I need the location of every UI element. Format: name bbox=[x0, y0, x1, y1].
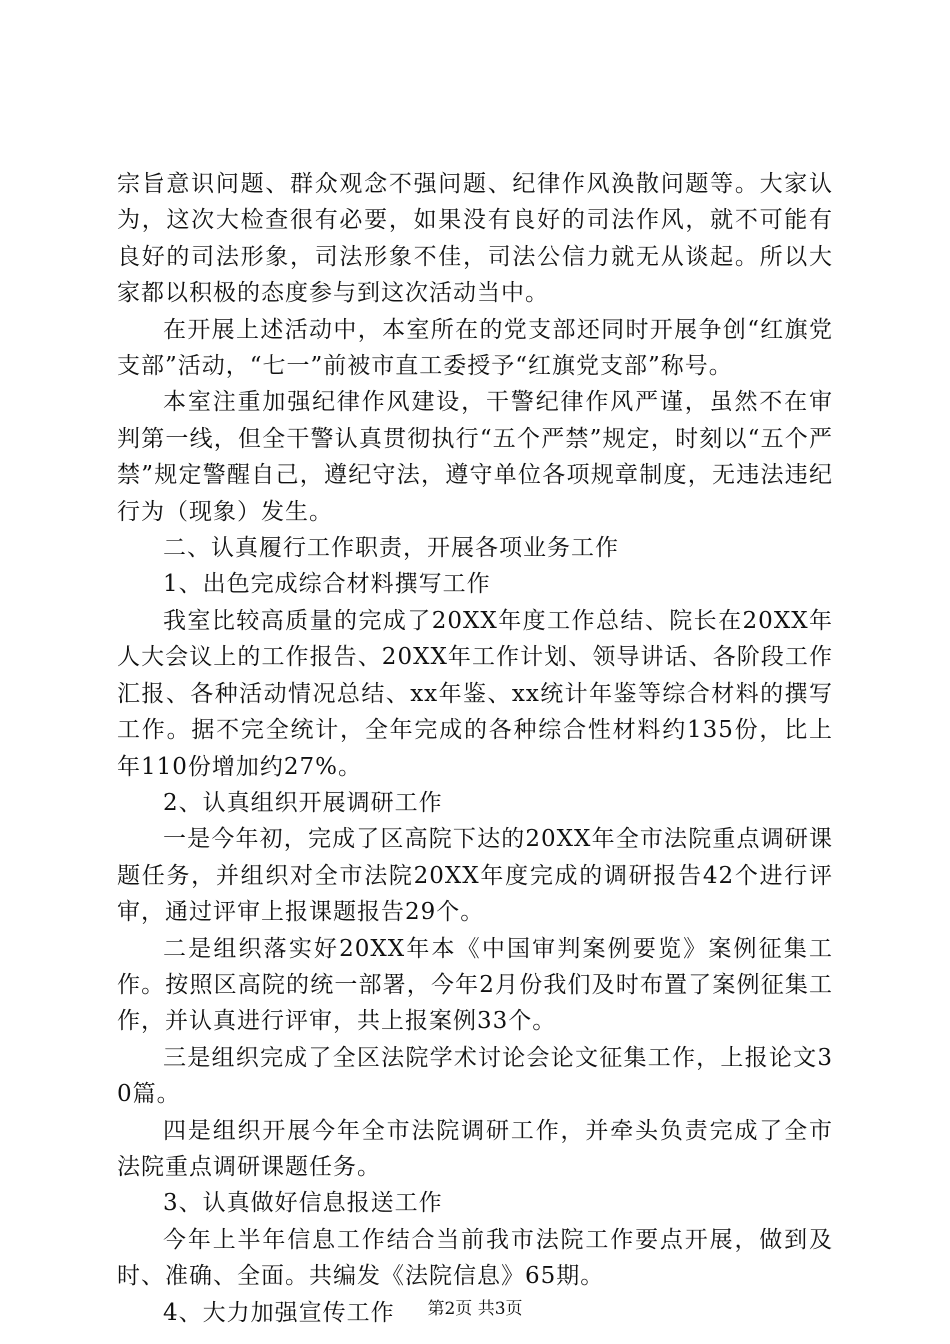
paragraph-research-2: 二是组织落实好20XX年本《中国审判案例要览》案例征集工作。按照区高院的统一部署，今年2月份我们及时布置了案例征集工作，并认真进行评审，共上报案例33个。 bbox=[117, 935, 833, 1035]
section-heading-2: 二、认真履行工作职责，开展各项业务工作 bbox=[163, 535, 619, 562]
document-body bbox=[117, 166, 833, 1331]
paragraph-research-1: 一是今年初，完成了区高院下达的20XX年全市法院重点调研课题任务，并组织对全市法院20XX年度完成的调研报告42个进行评审，通过评审上报课题报告29个。 bbox=[117, 826, 833, 926]
page-number-label: 第2页 共3页 bbox=[427, 1299, 523, 1319]
paragraph-info: 今年上半年信息工作结合当前我市法院工作要点开展，做到及时、准确、全面。共编发《法院信息》65期。 bbox=[117, 1226, 833, 1290]
paragraph-1: 宗旨意识问题、群众观念不强问题、纪律作风涣散问题等。大家认为，这次大检查很有必要，如果没有良好的司法作风，就不可能有良好的司法形象，司法形象不佳，司法公信力就无从谈起。所以大家都以积极的态度参与到这次活动当中。 bbox=[117, 171, 833, 307]
paragraph-research-4: 四是组织开展今年全市法院调研工作，并牵头负责完成了全市法院重点调研课题任务。 bbox=[117, 1117, 833, 1180]
paragraph-materials: 我室比较高质量的完成了20XX年度工作总结、院长在20XX年人大会议上的工作报告、20XX年工作计划、领导讲话、各阶段工作汇报、各种活动情况总结、xx年鉴、xx统计年鉴等综合材料的撰写工作。据不完全统计，全年完成的各种综合性材料约135份，比上年110份增加约27%。 bbox=[117, 607, 833, 780]
paragraph-3: 本室注重加强纪律作风建设，干警纪律作风严谨，虽然不在审判第一线，但全干警认真贯彻执行“五个严禁”规定，时刻以“五个严禁”规定警醒自己，遵纪守法，遵守单位各项规章制度，无违法违纪行为（现象）发生。 bbox=[117, 389, 833, 525]
paragraph-research-3: 三是组织完成了全区法院学术讨论会论文征集工作，上报论文30篇。 bbox=[117, 1044, 833, 1108]
paragraph-2: 在开展上述活动中，本室所在的党支部还同时开展争创“红旗党支部”活动，“七一”前被市直工委授予“红旗党支部”称号。 bbox=[117, 316, 833, 380]
subheading-1: 1、出色完成综合材料撰写工作 bbox=[163, 571, 491, 598]
subheading-4: 4、大力加强宣传工作 bbox=[163, 1299, 395, 1326]
subheading-2: 2、认真组织开展调研工作 bbox=[163, 789, 443, 816]
subheading-3: 3、认真做好信息报送工作 bbox=[163, 1190, 443, 1217]
page-footer bbox=[0, 1297, 950, 1321]
